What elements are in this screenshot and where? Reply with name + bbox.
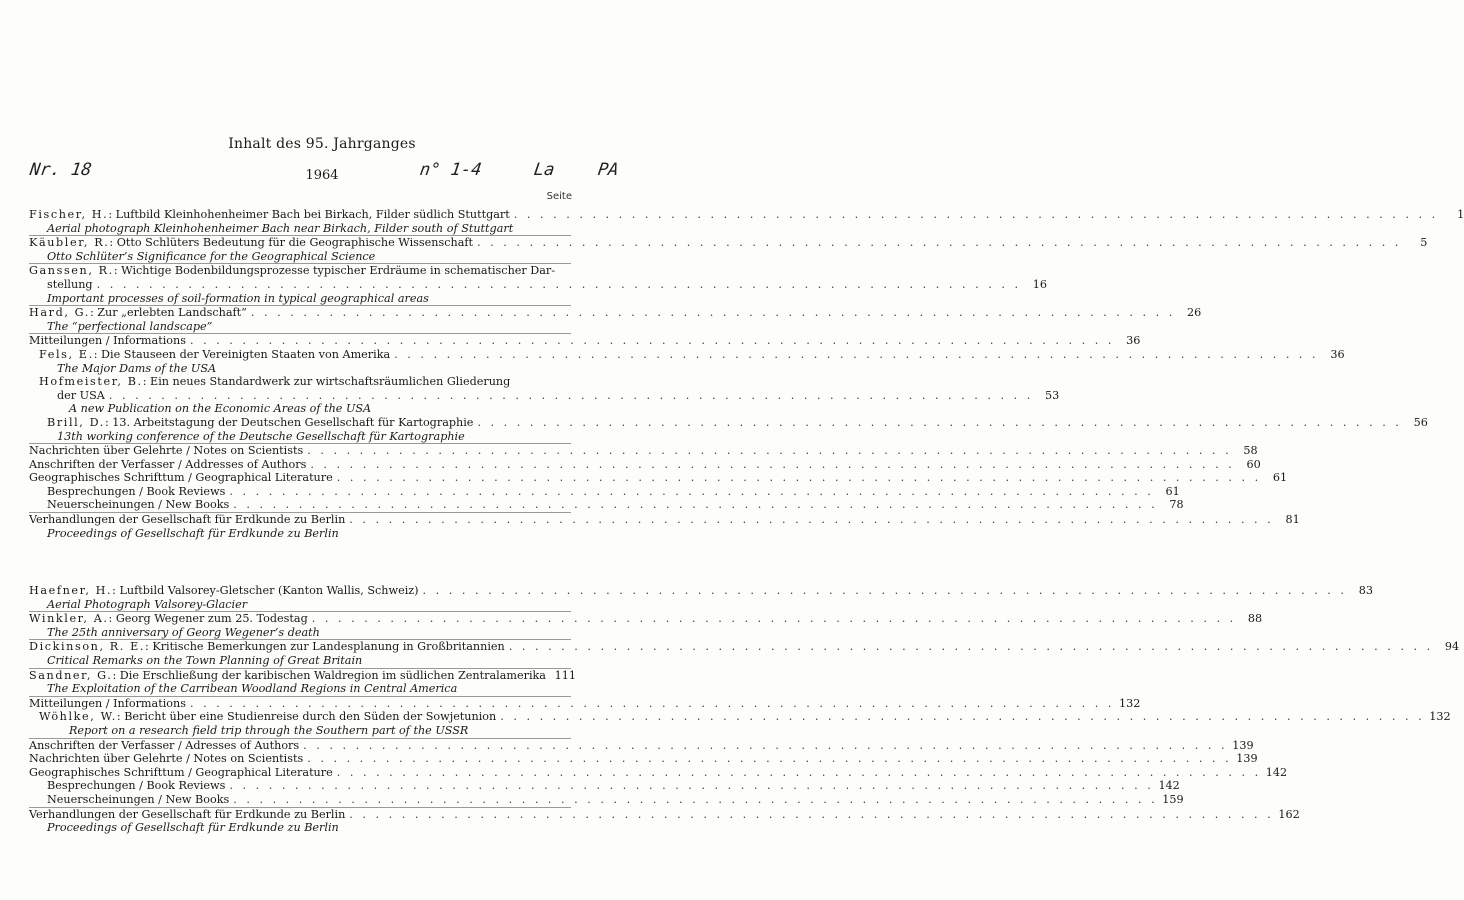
toc-category xyxy=(29,696,1141,711)
entry-english-title: The “perfectional landscape” xyxy=(47,319,213,333)
entry-page: 58 xyxy=(1243,444,1258,458)
entry-page: 56 xyxy=(1413,415,1428,429)
toc-entry xyxy=(29,236,1428,250)
entry-title: : Otto Schlüters Bedeutung für die Geographische Wissenschaft xyxy=(109,236,473,250)
category-label: Mitteilungen / Informations xyxy=(29,696,186,710)
toc-category xyxy=(29,513,1300,527)
leader-dots xyxy=(349,513,1273,527)
entry-author: Haefner, H. xyxy=(29,584,113,597)
toc-entry xyxy=(29,264,571,278)
entry-title-continued: stellung xyxy=(47,277,93,291)
category-label: Nachrichten über Gelehrte / Notes on Scientists xyxy=(29,444,304,458)
toc-category xyxy=(29,444,1258,458)
category-label: Mitteilungen / Informations xyxy=(29,334,186,348)
leader-dots xyxy=(312,612,1236,626)
entry-author: Hard, G. xyxy=(29,306,90,320)
toc-subcategory xyxy=(29,779,1180,793)
entry-author: Sandner, G. xyxy=(29,668,113,682)
entry-page: 111 xyxy=(554,668,576,682)
entry-title: : Die Stauseen der Vereinigten Staaten von Amerika xyxy=(93,347,391,361)
entry-author: Brill, D. xyxy=(47,415,105,429)
leader-dots xyxy=(97,278,1021,292)
entry-page: 26 xyxy=(1187,306,1202,320)
page-column-label: Seite xyxy=(546,191,572,202)
leader-dots xyxy=(337,766,1261,780)
toc-subcategory xyxy=(29,792,1184,807)
toc-category xyxy=(29,471,1288,485)
toc-category xyxy=(29,738,1254,753)
entry-page: 162 xyxy=(1278,807,1300,821)
entry-page: 83 xyxy=(1358,584,1373,597)
entry-page: 16 xyxy=(1032,277,1048,291)
handwritten-note-right: PA xyxy=(596,160,620,180)
entry-page: 36 xyxy=(1330,347,1345,361)
leader-dots xyxy=(509,640,1433,654)
entry-title: : Bericht über eine Studienreise durch den Süden der Sowjetunion xyxy=(116,710,497,724)
toc-entry xyxy=(29,306,1202,320)
entry-title: : Die Erschließung der karibischen Waldregion im südlichen Zentralamerika xyxy=(112,668,546,682)
entry-author: Ganssen, R. xyxy=(29,264,114,278)
category-label: Verhandlungen der Gesellschaft für Erdkunde zu Berlin xyxy=(29,807,346,821)
toc-subcategory xyxy=(29,498,1184,512)
entry-page: 1 xyxy=(1457,208,1464,221)
entry-page: 159 xyxy=(1162,792,1184,806)
toc-category xyxy=(29,334,1141,348)
entry-english-title: The 25th anniversary of Georg Wegener’s death xyxy=(47,625,320,639)
toc-category xyxy=(29,457,1261,472)
entry-page: 36 xyxy=(1126,334,1141,348)
entry-page: 132 xyxy=(1429,710,1451,724)
entry-author: Hofmeister, B. xyxy=(39,375,143,389)
leader-dots xyxy=(349,808,1273,822)
toc-category xyxy=(29,807,1300,822)
toc-entry-continuation xyxy=(29,388,1060,403)
leader-dots xyxy=(190,697,1114,711)
entry-author: Käubler, R. xyxy=(29,236,110,250)
entry-author: Fischer, H. xyxy=(29,208,109,221)
category-label: Neuerscheinungen / New Books xyxy=(47,498,230,512)
entry-title: : Luftbild Kleinhohenheimer Bach bei Birkach, Filder südlich Stuttgart xyxy=(108,208,510,221)
document-title: Inhalt des 95. Jahrganges xyxy=(228,136,416,152)
entry-author: Fels, E. xyxy=(39,347,94,361)
entry-page: 60 xyxy=(1246,457,1261,471)
leader-dots xyxy=(394,348,1318,362)
entry-english-title: Proceedings of Gesellschaft für Erdkunde zu Berlin xyxy=(47,821,339,835)
entry-english-title: Aerial Photograph Valsorey-Glacier xyxy=(47,597,248,611)
toc-entry xyxy=(29,415,1428,430)
entry-title: : Luftbild Valsorey-Gletscher (Kanton Wallis, Schweiz) xyxy=(112,584,419,597)
leader-dots xyxy=(337,471,1261,485)
leader-dots xyxy=(233,498,1157,512)
entry-english-title: Report on a research field trip through the Southern part of the USSR xyxy=(69,723,469,737)
category-label: Verhandlungen der Gesellschaft für Erdkunde zu Berlin xyxy=(29,513,346,527)
leader-dots xyxy=(307,444,1231,458)
toc-entry xyxy=(29,584,1373,598)
leader-dots xyxy=(251,306,1175,320)
category-label: Nachrichten über Gelehrte / Notes on Scientists xyxy=(29,752,304,766)
leader-dots xyxy=(109,389,1033,403)
entry-title: : Georg Wegener zum 25. Todestag xyxy=(108,612,308,626)
entry-page: 81 xyxy=(1285,513,1300,527)
entry-page: 139 xyxy=(1236,752,1258,766)
handwritten-note-left: Nr. 18 xyxy=(28,160,93,180)
leader-dots xyxy=(477,236,1401,250)
leader-dots xyxy=(303,739,1227,753)
leader-dots xyxy=(229,485,1153,499)
leader-dots xyxy=(423,584,1347,598)
toc-subcategory xyxy=(29,484,1180,499)
toc-category xyxy=(29,765,1288,780)
toc-entry-continuation xyxy=(29,277,1048,292)
toc-entry xyxy=(29,375,571,389)
entry-english-title: The Major Dams of the USA xyxy=(57,361,217,375)
entry-english-title: Aerial photograph Kleinhohenheimer Bach near Birkach, Filder south of Stuttgart xyxy=(47,221,514,235)
entry-author: Winkler, A. xyxy=(29,612,109,626)
entry-page: 139 xyxy=(1232,738,1254,752)
toc-entry xyxy=(29,668,576,683)
entry-english-title: Important processes of soil-formation in typical geographical areas xyxy=(47,291,429,305)
entry-author: Wöhlke, W. xyxy=(39,710,117,724)
toc-category xyxy=(29,752,1258,766)
entry-page: 78 xyxy=(1169,498,1184,512)
category-label: Besprechungen / Book Reviews xyxy=(47,484,226,498)
toc-entry xyxy=(29,612,1263,626)
entry-english-title: Otto Schlüter’s Significance for the Geographical Science xyxy=(47,249,376,263)
leader-dots xyxy=(500,710,1424,724)
entry-title-continued: der USA xyxy=(57,388,105,402)
entry-english-title: The Exploitation of the Carribean Woodland Regions in Central America xyxy=(47,682,458,696)
leader-dots xyxy=(229,779,1153,793)
leader-dots xyxy=(477,416,1401,430)
entry-title: : Zur „erlebten Landschaft“ xyxy=(89,306,247,320)
category-label: Anschriften der Verfasser / Addresses of Authors xyxy=(29,457,307,471)
entry-page: 53 xyxy=(1045,388,1060,402)
entry-english-title: A new Publication on the Economic Areas of the USA xyxy=(69,402,372,416)
category-label: Anschriften der Verfasser / Adresses of Authors xyxy=(29,738,300,752)
toc-entry xyxy=(29,710,1451,724)
toc-entry xyxy=(29,640,1460,654)
leader-dots xyxy=(307,752,1231,766)
entry-page: 88 xyxy=(1247,612,1263,626)
entry-page: 142 xyxy=(1265,765,1288,779)
category-label: Geographisches Schrifttum / Geographical Literature xyxy=(29,765,333,779)
entry-title: : Wichtige Bodenbildungsprozesse typischer Erdräume in schematischer Dar- xyxy=(113,264,556,278)
entry-title: : Ein neues Standardwerk zur wirtschaftsräumlichen Gliederung xyxy=(142,375,511,389)
toc-entry xyxy=(29,347,1345,362)
toc-section-1 xyxy=(29,208,1464,540)
entry-author: Dickinson, R. E. xyxy=(29,640,146,654)
entry-page: 61 xyxy=(1272,471,1288,485)
handwritten-note-mid: n° 1-4 xyxy=(418,160,483,180)
entry-page: 94 xyxy=(1444,640,1460,654)
entry-english-title: Proceedings of Gesellschaft für Erdkunde zu Berlin xyxy=(47,526,339,540)
entry-page: 142 xyxy=(1158,779,1180,793)
entry-english-title: 13th working conference of the Deutsche Gesellschaft für Kartographie xyxy=(57,429,465,443)
entry-page: 5 xyxy=(1420,236,1428,250)
handwritten-note-la: La xyxy=(532,160,556,180)
category-label: Neuerscheinungen / New Books xyxy=(47,792,230,806)
toc-section-2 xyxy=(29,584,1460,835)
leader-dots xyxy=(190,334,1114,348)
leader-dots xyxy=(233,793,1157,807)
toc-entry xyxy=(29,208,1464,222)
leader-dots xyxy=(310,458,1234,472)
volume-year: 1964 xyxy=(305,168,339,183)
category-label: Geographisches Schrifttum / Geographical Literature xyxy=(29,471,333,485)
entry-english-title: Critical Remarks on the Town Planning of Great Britain xyxy=(47,653,363,667)
leader-dots xyxy=(514,208,1438,222)
entry-page: 132 xyxy=(1119,696,1141,710)
entry-title: : Kritische Bemerkungen zur Landesplanung in Großbritannien xyxy=(145,640,505,654)
category-label: Besprechungen / Book Reviews xyxy=(47,779,226,793)
entry-title: : 13. Arbeitstagung der Deutschen Gesellschaft für Kartographie xyxy=(104,415,474,429)
entry-page: 61 xyxy=(1165,484,1180,498)
